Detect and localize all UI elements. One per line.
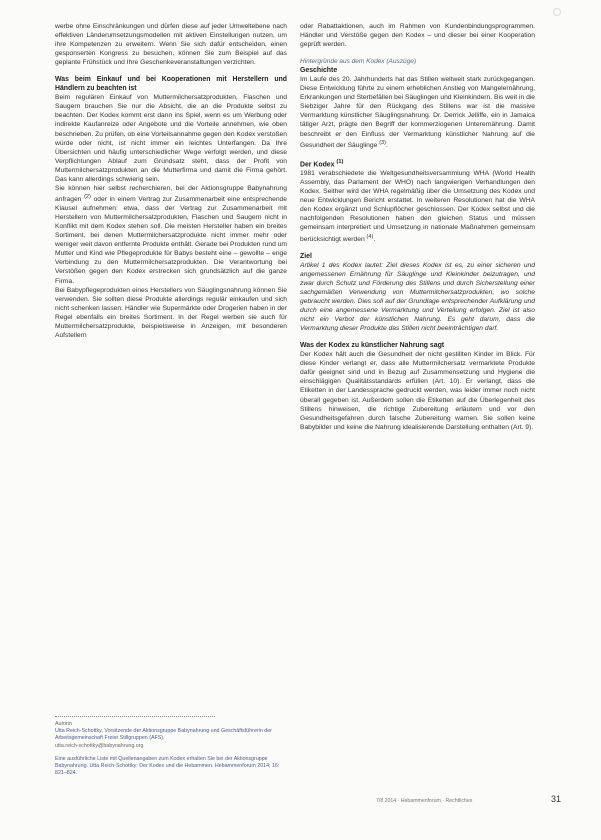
text-span: 1981 verabschiedete die Weltgesundheitsversammlung WHA (World Health Assembly, das Parlament der WHO) nach langwierigen Verhandlungen den Kodex. Seither wird der WHA regelmäßig über die Umsetzung des Kodex und neue Entwicklungen Bericht erstattet. In weiteren Resolutionen hat die WHA den Kodex ergänzt und Schlupflöcher geschlossen. Der Kodex selbst und die nachfolgenden Resolutionen haben den gleichen Status und müssen gemeinsam interpretiert und Umsetzung in nationale Maßnahmen gemeinsam berücksichtigt werden: [300, 170, 535, 243]
reference-note: Eine ausführliche Liste mit Quellenangaben zum Kodex erhalten Sie bei der Aktionsgruppe Babynahrung. Utta Reich-Schottky: Der Kodex und die Hebammen. Hebammenforum 2014; 16: 821–824.: [55, 755, 280, 777]
paragraph: Der Kodex hält auch die Gesundheit der nicht gestillten Kinder im Blick. Für diese Kinder verlangt er, dass alle Muttermilchersatz vermarktete Produkte dafür geeignet sind und in Bezug auf Zusammensetzung und Hygiene die einschlägigen Qualitätsstandards erfüllen (Art. 10). Er verlangt, dass die Etiketten in der Landessprache gedruckt werden, was leider immer noch nicht überall gegeben ist. Außerdem sollen die Etiketten auf die Überlegenheit des Stillens hinweisen, die richtige Zubereitung erläutern und vor den Gesundheitsgefahren durch falsche Zubereitung warnen. Sie sollen keine Babybilder und keine die Nahrung idealisierende Darstellung enthalten (Art. 9).: [300, 351, 535, 431]
footnotes: [55, 716, 287, 777]
paragraph: oder Rabattaktionen, auch im Rahmen von Kundenbindungsprogrammen. Händler und Verstöße gegen den Kodex – und dieser bei einer Kooperation geprüft werden.: [300, 23, 535, 49]
reference-mark: (3): [379, 139, 387, 146]
section-heading: Was beim Einkauf und bei Kooperationen mit Herstellern und Händlern zu beachten ist: [55, 76, 287, 93]
section-heading: [300, 158, 535, 169]
divider: [55, 716, 215, 717]
paragraph: [55, 184, 287, 286]
footnote-label: Autorin: [55, 721, 72, 727]
paragraph: Bei Babypflegeprodukten eines Herstellers von Säuglingsnahrung können Sie verwenden. Sie sollten diese Produkte allerdings regulär einkaufen und sich nicht schenken lassen. Händler wie Supermärkte oder Drogerien haben in der Regel ebenfalls ein breites Sortiment. In der Regel werben sie auch für Muttermilchersatzprodukte, beispielsweise in Anzeigen, mit besonderen Aufstellern: [55, 286, 287, 339]
heading-text: Der Kodex: [300, 161, 335, 169]
author-info: Utta Reich-Schottky, Vorsitzende der Aktionsgruppe Babynahrung und Geschäftsführerin der Arbeitsgemeinschaft Freier Stillgruppen (AFS).: [55, 728, 272, 742]
text-span: oder in einem Vertrag zur Zusammenarbeit eine entsprechende Klausel aufnehmen: etwa, dass der Vertrag zur Zusammenarbeit mit Herstellern von Muttermilchersatzprodukten, Flaschen und Saugern nicht in Konflikt mit dem Kodex stehen soll. Die meisten Hersteller haben ein breites Sortiment, bei denen Muttermilchersatzprodukte nicht immer mehr oder weniger weit davon entfernte Produkte enthält. Gerade bei Produkten rund um Mutter und Kind wie Pflegeprodukte für Babys besteht eine – gewollte – enge Verbindung zu den Muttermilchersatzprodukten. Die Verantwortung bei Verstößen gegen den Kodex erstrecken sich grundsätzlich auf die ganze Firma.: [55, 196, 287, 285]
left-column: [55, 22, 287, 340]
corner-mark-icon: [553, 8, 561, 16]
paragraph: Artikel 1 des Kodex lautet: Ziel dieses Kodex ist es, zu einer sicheren und angemessenen Ernährung für Säuglinge und Kleinkinder beizutragen, und zwar durch Schutz und Förderung des Stillens und durch Sicherstellung einer sachgemäßen Verwendung von Muttermilchersatzprodukten, wo solche gebraucht werden. Dies soll auf der Grundlage entsprechender Aufklärung und durch eine angemessene Vermarktung und Verteilung erfolgen. Ziel ist also nicht ein Verbot der künstlichen Nahrung. Es geht darum, dass die Vermarktung dieser Produkte das Stillen nicht beeinträchtigen darf.: [300, 261, 535, 333]
reference-mark: (1): [336, 158, 344, 165]
right-column: [300, 22, 535, 432]
paragraph: werbe ohne Einschränkungen und dürfen diese auf jeder Umweltebene nach effektiven Länderumsetzungsmodellen mit aktiven Einstellungen nutzen, um ihre Kompetenzen zu erweitern. Wenn Sie sich dafür entscheiden, einen gesponserten Kongress zu besuchen, können Sie zum Beispiel auf das geplante Frühstück und Ihre Geschenkeveranstaltungen verzichten.: [55, 23, 287, 67]
subsection-title: Hintergründe aus dem Kodex (Auszüge): [300, 58, 416, 66]
paragraph: Im Laufe des 20. Jahrhunderts hat das Stillen weltweit stark zurückgegangen. Diese Entwicklung führte zu einem erheblichen Anstieg von Mangelernährung, Erkrankungen und Sterbefällen bei Säuglingen und Kleinkindern. Bis weit in die Siebziger Jahre für den Rückgang des Stillens war ist die massive Vermarktung künstlicher Säuglingsnahrung. Dr. Derrick Jelliffe, ein in Jamaica tätiger Arzt, prägte den Begriff der kommerziogenen Unterernährung. Damit beschreibt er den Einfluss der Vermarktung künstlicher Nahrung auf die Gesundheit der Säuglinge $^{(3)}$.: [300, 76, 535, 149]
author-email[interactable]: utta.reich-schottky@babynahrung.org: [55, 742, 144, 749]
paragraph: 1981 verabschiedete die Weltgesundheitsversammlung WHA (World Health Assembly, das Parlament der WHO) nach langwierigen Verhandlungen den Kodex. Seither wird der WHA regelmäßig über die Umsetzung des Kodex und neue Entwicklungen Bericht erstattet. In weiteren Resolutionen hat die WHA den Kodex ergänzt und Schlupflöcher geschlossen. Der Kodex selbst und die nachfolgenden Resolutionen haben den gleichen Status und müssen gemeinsam interpretiert und Umsetzung in nationale Maßnahmen gemeinsam berücksichtigt werden $^{(4)}$.: [300, 170, 535, 243]
section-heading: Ziel: [300, 252, 312, 260]
text-span: Im Laufe des 20. Jahrhunderts hat das Stillen weltweit stark zurückgegangen. Diese Entwicklung führte zu einem erheblichen Anstieg von Mangelernährung, Erkrankungen und Sterbefällen bei Säuglingen und Kleinkindern. Bis weit in die Siebziger Jahre für den Rückgang des Stillens war ist die massive Vermarktung künstlicher Säuglingsnahrung. Dr. Derrick Jelliffe, ein in Jamaica tätiger Arzt, prägte den Begriff der kommerziogenen Unterernährung. Damit beschreibt er den Einfluss der Vermarktung künstlicher Nahrung auf die Gesundheit der Säuglinge: [300, 76, 535, 149]
footer-text: 7/8 2014 · Hebammenforum · Rechtliches: [376, 798, 473, 804]
paragraph: Beim regulären Einkauf von Muttermilchersatzprodukten, Flaschen und Saugern brauchen Sie nur die Absicht, die an die Produkte selbst zu beachten. Der Kodex kommt erst dann ins Spiel, wenn es um Werbung oder indirekte Kaufanreize oder Angebote und die Vorteile annehmen, wie oben beschrieben. Zu prüfen, ob eine Vorteilsannahme gegen den Kodex verstoßen würde oder nicht, ist nicht immer ein leichtes Unterfangen. Da Ihre Übersichten und häufig unterschiedlicher Wege verfolgt werden, und diese Verpflichtungen Ablauf zum Grundsatz steht, dass der Profit von Muttermilchersatzprodukten an die Mutterfirma und damit die Firma gehört. Das kann allerdings schwierig sein.: [55, 94, 287, 183]
reference-mark: (2): [84, 193, 91, 200]
section-heading: Was der Kodex zu künstlicher Nahrung sagt: [300, 342, 445, 350]
reference-mark: (4): [366, 233, 374, 240]
text-span: Sie können hier selbst recherchieren, bei der Aktionsgruppe Babynahrung anfragen: [55, 184, 287, 204]
section-heading: Geschichte: [300, 67, 338, 75]
page-number: 31: [550, 794, 561, 804]
